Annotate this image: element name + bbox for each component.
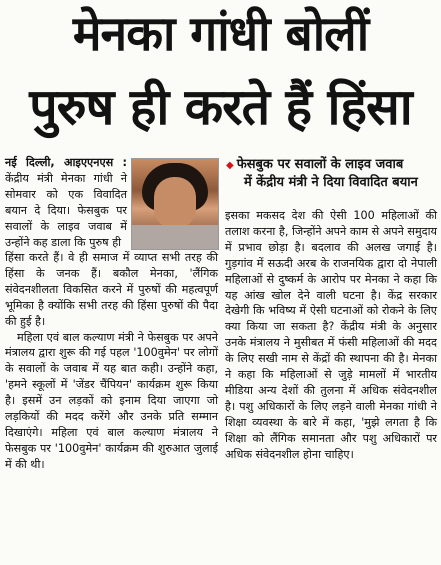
photo-face bbox=[154, 177, 196, 229]
minister-photo bbox=[131, 158, 219, 250]
paragraph-2: महिला एवं बाल कल्याण मंत्री ने फेसबुक पर अपने मंत्रालय द्वारा शुरू की गई पहल '100वुमेन' पर लोगों के सवालों के जवाब में यह बात कही। उन्होंने कहा, 'हमने स्कूलों में 'जेंडर चैंपियन' कार्यक्रम शुरू किया है। इसमें उन लड़कों को इनाम दिया जाएगा जो लड़कियों की मदद करेंगे और उनके प्रति सम्मान दिखाएंगे। महिला एवं बाल कल्याण मंत्रालय ने फेसबुक पर '100वुमेन' कार्यक्रम की शुरुआत जुलाई में की थी। bbox=[5, 330, 218, 471]
right-paragraph: इसका मकसद देश की ऐसी 100 महिलाओं की तलाश करना है, जिन्होंने अपने काम से अपने समुदाय में प्रभाव छोड़ा है। बदलाव की अलख जगाई है। गुड़गांव में सऊदी अरब के राजनयिक द्वारा दो नेपाली महिलाओं से दुष्कर्म के आरोप पर मेनका ने कहा कि यह आंख खोल देने वाली घटना है। केंद्र सरकार देखेगी कि भविष्य में ऐसी घटनाओं को रोकने के लिए क्या किया जा सकता है? केंद्रीय मंत्री के अनुसार उनके मंत्रालय ने मुसीबत में फंसी महिलाओं की मदद के लिए सखी नाम से केंद्रों की स्थापना की है। मेनका ने कहा कि महिलाओं से जुड़े मामलों में भारतीय मीडिया अन्य देशों की तुलना में अधिक संवेदनशील है। पशु अधिकारों के लिए लड़ने वाली मेनका गांधी ने शिक्षा व्यवस्था के बारे में कहा, 'मुझे लगता है कि शिक्षा को लैंगिक समानता और पशु अधिकारों पर अधिक संवेदनशील होना चाहिए। bbox=[225, 209, 437, 461]
subheading-line-1: फेसबुक पर सवालों के लाइव जवाब bbox=[236, 157, 404, 172]
dateline: नई दिल्ली, आइएएनएस : bbox=[5, 156, 127, 169]
intro-column bbox=[5, 155, 127, 250]
headline-line-1: मेनका गांधी बोलीं bbox=[72, 6, 369, 62]
headline-line-2: पुरुष ही करते हैं हिंसा bbox=[29, 78, 412, 136]
diamond-bullet-icon: ◆ bbox=[226, 160, 234, 171]
photo-saree bbox=[132, 225, 218, 250]
paragraph-1: हिंसा करते हैं। वे ही समाज में व्याप्त सभी तरह की हिंसा के जनक हैं। बकौल मेनका, 'लैंगिक संवेदनशीलता विकसित करने में पुरुषों की महत्वपूर्ण भूमिका है क्योंकि सभी तरह की हिंसा पुरुषों की पैदा की हुई है। bbox=[5, 251, 218, 328]
right-column-body bbox=[225, 208, 437, 463]
subheading bbox=[226, 156, 438, 191]
left-column-body bbox=[5, 250, 218, 473]
intro-text: केंद्रीय मंत्री मेनका गांधी ने सोमवार को एक विवादित बयान दे दिया। फेसबुक पर सवालों के लाइव जवाब में उन्होंने कह डाला कि पुरुष ही bbox=[5, 171, 127, 249]
subheading-line-2: में केंद्रीय मंत्री ने दिया विवादित बयान bbox=[244, 175, 418, 190]
